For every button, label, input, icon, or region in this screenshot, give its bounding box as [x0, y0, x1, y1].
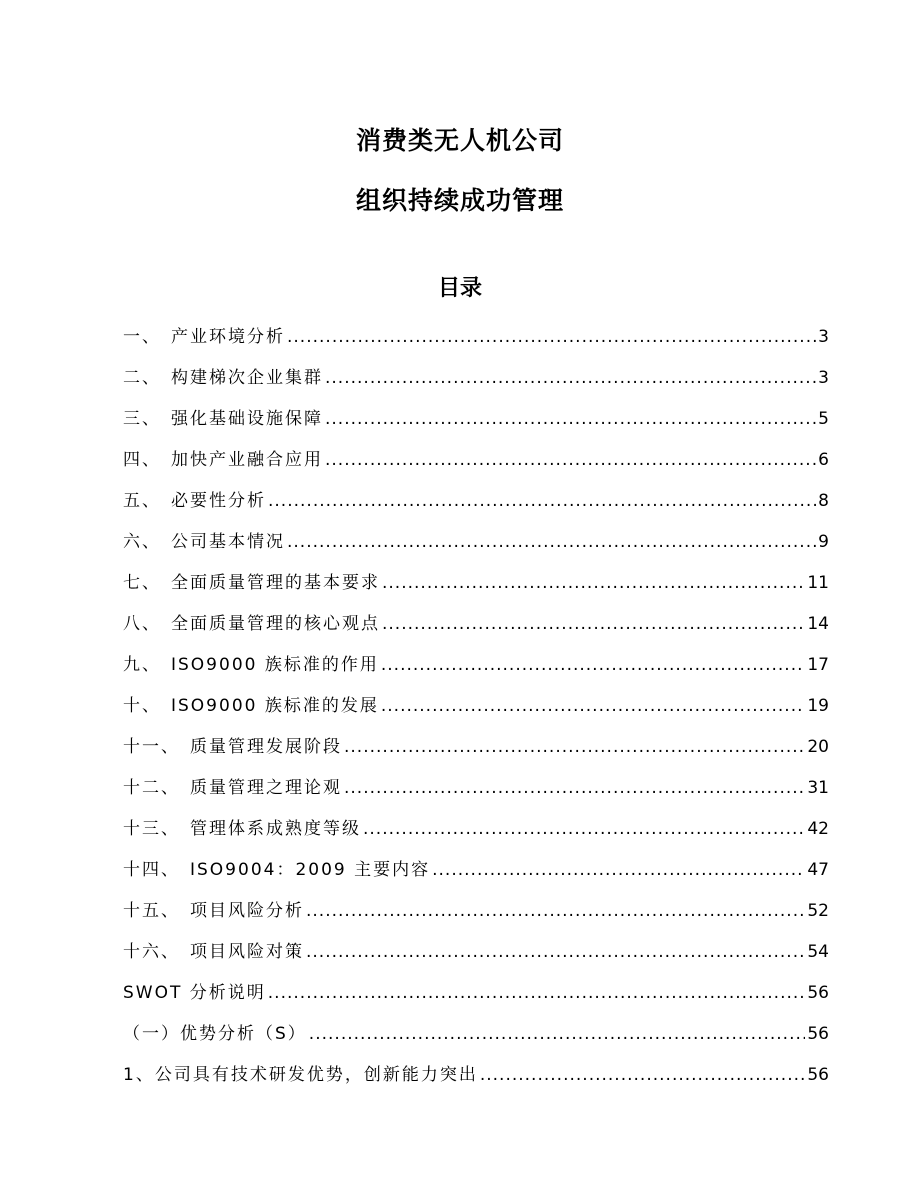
document-title-line1: 消费类无人机公司 [355, 126, 564, 155]
toc-entry[interactable] [123, 773, 829, 814]
toc-dot-leader [381, 650, 806, 680]
toc-entry-page: 14 [807, 614, 829, 634]
toc-dot-leader [363, 814, 805, 844]
toc-entry-label: 产业环境分析 [171, 327, 285, 347]
toc-entry[interactable] [123, 486, 829, 527]
document-title-line2: 组织持续成功管理 [355, 186, 564, 215]
toc-entry-label: 项目风险对策 [190, 942, 304, 962]
toc-entry[interactable] [123, 527, 829, 568]
toc-entry[interactable] [123, 568, 829, 609]
toc-entry-label: 管理体系成熟度等级 [190, 819, 361, 839]
toc-entry[interactable] [123, 322, 829, 363]
toc-dot-leader [268, 978, 806, 1008]
toc-entry-page: 6 [818, 450, 829, 470]
toc-entry[interactable] [123, 978, 829, 1019]
toc-dot-leader [382, 609, 805, 639]
toc-entry-page: 3 [818, 327, 829, 347]
toc-dot-leader [432, 855, 805, 885]
toc-dot-leader [306, 937, 805, 967]
toc-entry-label: 1、公司具有技术研发优势，创新能力突出 [123, 1065, 478, 1085]
toc-entry[interactable] [123, 1060, 829, 1101]
toc-entry[interactable] [123, 896, 829, 937]
toc-dot-leader [382, 568, 805, 598]
toc-entry-number: 七、 [123, 573, 161, 593]
toc-dot-leader [325, 445, 816, 475]
toc-entry[interactable] [123, 363, 829, 404]
toc-entry-number: 十一、 [123, 737, 180, 757]
toc-entry-number: 四、 [123, 450, 161, 470]
toc-entry-number: 十五、 [123, 901, 180, 921]
toc-entry-number: 六、 [123, 532, 161, 552]
toc-dot-leader [344, 773, 805, 803]
toc-entry-label: SWOT 分析说明 [123, 983, 266, 1003]
toc-entry-label: 强化基础设施保障 [171, 409, 323, 429]
table-of-contents [123, 322, 829, 1101]
toc-entry[interactable] [123, 609, 829, 650]
toc-entry-number: 十二、 [123, 778, 180, 798]
toc-entry-page: 47 [807, 860, 829, 880]
toc-entry-number: 八、 [123, 614, 161, 634]
toc-entry[interactable] [123, 732, 829, 773]
toc-entry-number: 二、 [123, 368, 161, 388]
toc-entry-number: 九、 [123, 655, 161, 675]
toc-dot-leader [344, 732, 805, 762]
toc-entry-label: 项目风险分析 [190, 901, 304, 921]
toc-dot-leader [325, 404, 816, 434]
toc-entry[interactable] [123, 691, 829, 732]
toc-entry-page: 20 [807, 737, 829, 757]
toc-dot-leader [480, 1060, 806, 1090]
toc-entry-page: 11 [807, 573, 829, 593]
toc-entry-page: 17 [807, 655, 829, 675]
toc-entry[interactable] [123, 937, 829, 978]
toc-entry[interactable] [123, 445, 829, 486]
toc-entry-page: 42 [807, 819, 829, 839]
toc-entry-label: ISO9000 族标准的作用 [171, 655, 379, 675]
toc-entry-page: 9 [818, 532, 829, 552]
toc-entry-number: 一、 [123, 327, 161, 347]
toc-entry-page: 56 [807, 983, 829, 1003]
toc-dot-leader [306, 896, 805, 926]
toc-entry[interactable] [123, 855, 829, 896]
toc-heading: 目录 [437, 276, 482, 301]
toc-dot-leader [268, 486, 816, 516]
toc-entry-label: 必要性分析 [171, 491, 266, 511]
toc-entry[interactable] [123, 814, 829, 855]
toc-entry[interactable] [123, 404, 829, 445]
toc-entry-label: 全面质量管理的基本要求 [171, 573, 380, 593]
toc-entry-page: 8 [818, 491, 829, 511]
toc-entry-number: 三、 [123, 409, 161, 429]
toc-entry-label: 加快产业融合应用 [171, 450, 323, 470]
toc-entry-page: 52 [807, 901, 829, 921]
toc-entry-label: 质量管理之理论观 [190, 778, 342, 798]
toc-dot-leader [287, 527, 816, 557]
toc-entry[interactable] [123, 1019, 829, 1060]
toc-entry-number: 十六、 [123, 942, 180, 962]
toc-entry-label: 质量管理发展阶段 [190, 737, 342, 757]
toc-entry-page: 3 [818, 368, 829, 388]
toc-dot-leader [309, 1019, 806, 1049]
toc-entry-number: 五、 [123, 491, 161, 511]
toc-entry-number: 十、 [123, 696, 161, 716]
toc-entry-page: 19 [807, 696, 829, 716]
toc-entry-label: 全面质量管理的核心观点 [171, 614, 380, 634]
toc-entry-page: 56 [807, 1024, 829, 1044]
toc-entry-page: 54 [807, 942, 829, 962]
toc-entry-label: ISO9004：2009 主要内容 [190, 860, 431, 880]
toc-entry-label: ISO9000 族标准的发展 [171, 696, 379, 716]
toc-dot-leader [287, 322, 816, 352]
toc-dot-leader [325, 363, 816, 393]
toc-entry-label: （一）优势分析（S） [123, 1024, 307, 1044]
toc-entry-label: 公司基本情况 [171, 532, 285, 552]
toc-entry-page: 5 [818, 409, 829, 429]
toc-entry-number: 十三、 [123, 819, 180, 839]
toc-entry-page: 56 [807, 1065, 829, 1085]
toc-entry-page: 31 [807, 778, 829, 798]
toc-entry-number: 十四、 [123, 860, 180, 880]
toc-entry-label: 构建梯次企业集群 [171, 368, 323, 388]
toc-dot-leader [381, 691, 806, 721]
toc-entry[interactable] [123, 650, 829, 691]
